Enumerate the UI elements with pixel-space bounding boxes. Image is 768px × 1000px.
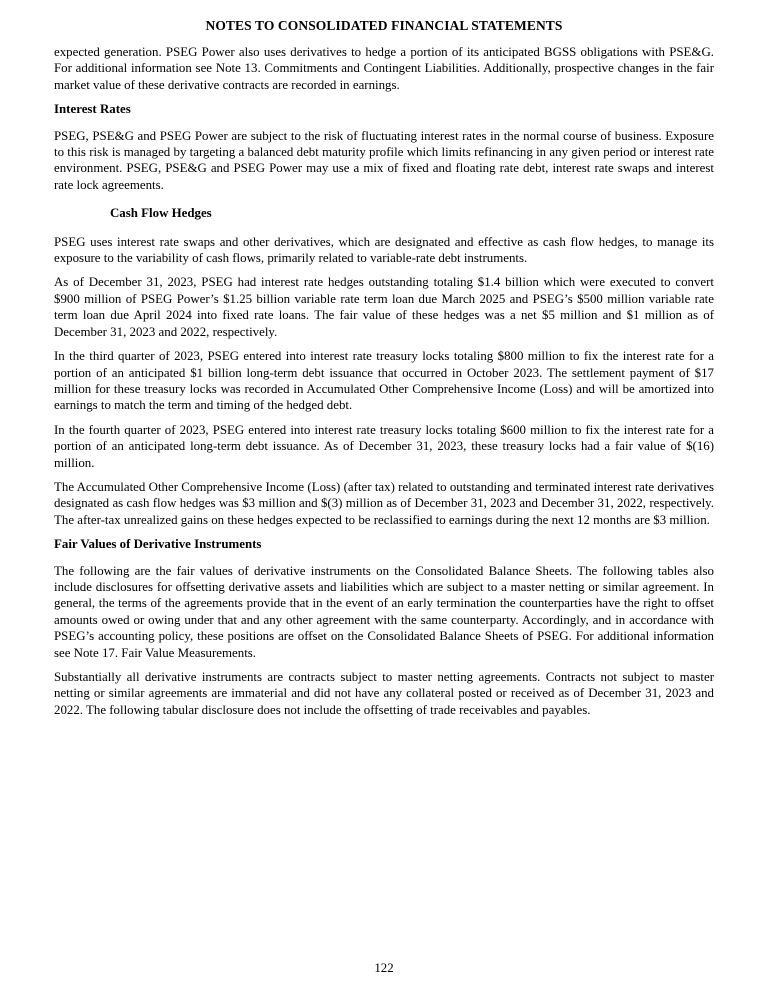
page-title: NOTES TO CONSOLIDATED FINANCIAL STATEMENTS: [205, 18, 563, 33]
section-heading-interest-rates: Interest Rates: [54, 102, 131, 117]
paragraph-cash-flow-hedges-overview: PSEG uses interest rate swaps and other derivatives, which are designated and effective as cash flow hedges, to manage its exposure to the variability of cash flows, primarily related to variable-rate debt instruments.: [54, 234, 714, 266]
paragraph-accumulated-oci: The Accumulated Other Comprehensive Income (Loss) (after tax) related to outstanding and terminated interest rate derivatives designated as cash flow hedges was $3 million and $(3) million as of December 31, 2023 and December 31, 2022, respectively. The after-tax unrealized gains on these hedges expected to be reclassified to earnings during the next 12 months are $3 million.: [54, 479, 714, 527]
paragraph-expected-generation: expected generation. PSEG Power also uses derivatives to hedge a portion of its anticipated BGSS obligations with PSE&G. For additional information see Note 13. Commitments and Contingent Liabilities. Additionally, prospective changes in the fair market value of these derivative contracts are recorded in earnings.: [54, 45, 714, 92]
paragraph-third-quarter-treasury-locks: In the third quarter of 2023, PSEG entered into interest rate treasury locks totaling $800 million to fix the interest rate for a portion of an anticipated $1 billion long-term debt issuance that occurred in October 2023. The settlement payment of $17 million for these treasury locks was recorded in Accumulated Other Comprehensive Income (Loss) and will be amortized into earnings to match the term and timing of the hedged debt.: [54, 349, 714, 413]
subsection-heading-cash-flow-hedges: Cash Flow Hedges: [110, 206, 212, 221]
page-number: 122: [374, 961, 394, 975]
paragraph-hedges-outstanding: As of December 31, 2023, PSEG had interest rate hedges outstanding totaling $1.4 billion which were executed to convert $900 million of PSEG Power’s $1.25 billion variable rate term loan due March 2025 and PSEG’s $500 million variable rate term loan due April 2024 into fixed rate loans. The fair value of these hedges was a net $5 million and $1 million as of December 31, 2023 and 2022, respectively.: [54, 275, 714, 339]
paragraph-master-netting-agreements: Substantially all derivative instruments are contracts subject to master netting agreements. Contracts not subject to master netting or similar agreements are immaterial and did not have any collateral posted or received as of December 31, 2023 and 2022. The following tabular disclosure does not include the offsetting of trade receivables and payables.: [54, 670, 714, 717]
section-heading-fair-values-derivative-instruments: Fair Values of Derivative Instruments: [54, 537, 262, 552]
paragraph-fourth-quarter-treasury-locks: In the fourth quarter of 2023, PSEG entered into interest rate treasury locks totaling $600 million to fix the interest rate for a portion of an anticipated long-term debt issuance. As of December 31, 2023, these treasury locks had a fair value of $(16) million.: [54, 422, 714, 470]
paragraph-fair-values-balance-sheets: The following are the fair values of derivative instruments on the Consolidated Balance Sheets. The following tables also include disclosures for offsetting derivative assets and liabilities which are subject to a master netting or similar agreement. In general, the terms of the agreements provide that in the event of an early termination the counterparties have the right to offset amounts owed or owing under that and any other agreement with the same counterparty. Accordingly, and in accordance with PSEG’s accounting policy, these positions are offset on the Consolidated Balance Sheets of PSEG. For additional information see Note 17. Fair Value Measurements.: [54, 563, 714, 660]
paragraph-interest-rate-risk: PSEG, PSE&G and PSEG Power are subject to the risk of fluctuating interest rates in the normal course of business. Exposure to this risk is managed by targeting a balanced debt maturity profile which limits refinancing in any given period or interest rate environment. PSEG, PSE&G and PSEG Power may use a mix of fixed and floating rate debt, interest rate swaps and interest rate lock agreements.: [54, 128, 714, 192]
